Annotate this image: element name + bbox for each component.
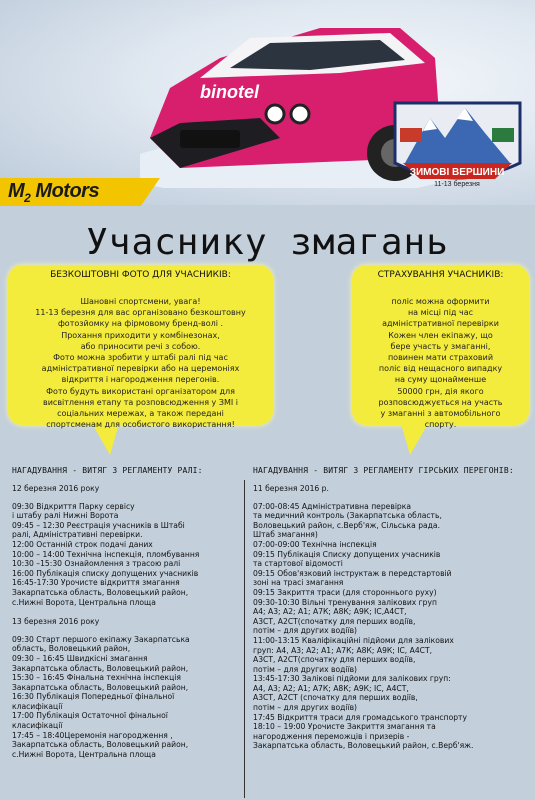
car-sponsor-text: binotel: [200, 82, 259, 102]
hill-climb-schedule-line: потім – для других водіїв): [253, 664, 358, 674]
rally-schedule-line: 10:00 – 14:00 Технічна інспекція, пломбування: [12, 549, 200, 559]
insurance-line: адміністративної перевірки: [382, 319, 499, 329]
free-photo-heading: БЕЗКОШТОВНІ ФОТО ДЛЯ УЧАСНИКІВ:: [50, 270, 231, 280]
insurance-heading: СТРАХУВАННЯ УЧАСНИКІВ:: [377, 270, 504, 280]
rally-schedule-line: Закарпатська область, Воловецький район,: [12, 663, 189, 673]
hill-climb-schedule-column: [253, 466, 533, 751]
badge-title: ЗИМОВІ ВЕРШИНИ: [409, 167, 505, 178]
rally-schedule-line: область, Воловецький район,: [12, 644, 131, 654]
page-title: Учаснику змагань: [86, 222, 449, 263]
rally-schedule-line: с.Нижні Ворота, Центральна площа: [12, 597, 156, 607]
rally-schedule-line: 09:30 Старт першого екіпажу Закарпатська: [12, 634, 190, 644]
hill-climb-schedule-line: 18:10 – 19:00 Урочисте Закриття змагання та: [253, 722, 436, 732]
rally-schedule-line: Закарпатська область, Воловецький район,: [12, 740, 189, 750]
hill-climb-schedule-line: 09:30-10:30 Вільні тренування залікових груп: [253, 597, 437, 607]
rally-schedule-line: 17:00 Публікація Остаточної фінальної: [12, 711, 168, 721]
insurance-line: Кожен член екіпажу, що: [388, 330, 493, 340]
hill-climb-schedule-line: 09:15 Публікація Списку допущених учасників: [253, 549, 441, 559]
rally-schedule-line: 09:30 – 16:45 Швидкісні змагання: [12, 653, 148, 663]
free-photo-line: Фото будуть використані організатором для: [46, 386, 235, 396]
insurance-line: розповсюджується на участь: [378, 397, 503, 407]
free-photo-line: Прохання приходити у комбінезонах,: [61, 330, 220, 340]
hill-climb-schedule-line: 09:15 Закриття траси (для стороннього руху): [253, 587, 437, 597]
hill-climb-date: 11 березня 2016 р.: [253, 484, 329, 493]
event-badge-icon: [385, 93, 530, 193]
hill-climb-schedule-line: потім – для других водіїв): [253, 626, 358, 636]
hill-climb-schedule-line: та стартової відомості: [253, 559, 343, 569]
hill-climb-schedule-line: нагородження переможців і призерів -: [253, 731, 410, 741]
free-photo-line: висвітлення етапу та розповсюдження у ЗМІ і: [43, 397, 238, 407]
hill-climb-schedule-line: груп: А4, А3; А2; А1; А7К; А8К; А9К; ІС, А4СТ,: [253, 645, 433, 655]
free-photo-line: 11-13 березня для вас організовано безкоштовну: [35, 308, 246, 318]
free-photo-line: фотозйомку на фірмовому бренд-волі .: [57, 319, 224, 329]
hill-climb-schedule-line: 07:00-08:45 Адміністративна перевірка: [253, 501, 411, 511]
hill-climb-schedule-line: потім – для других водіїв): [253, 703, 358, 713]
column-divider: [244, 480, 245, 798]
rally-schedule-line: 16:45-17:30 Урочисте відкриття змагання: [12, 578, 180, 588]
insurance-text: [354, 296, 527, 430]
rally-schedule-line: класифікації: [12, 701, 63, 711]
rally-schedule-line: ралі, Адміністративні перевірки.: [12, 530, 143, 540]
free-photo-line: або приносити речі з собою.: [80, 341, 201, 351]
rally-schedule-line: 15:30 – 16:45 Фінальна технічна інспекція: [12, 673, 181, 683]
free-photo-line: адміністративної перевірки або на церемоніях: [41, 364, 240, 374]
free-photo-line: соціальних мережах, а також передані: [57, 409, 224, 419]
hill-climb-schedule-line: А3СТ, А2СТ(спочатку для перших водіїв,: [253, 655, 416, 665]
badge-date: 11-13 березня: [434, 181, 480, 188]
insurance-line: повинен мати страховий: [387, 353, 494, 363]
insurance-line: спорту.: [424, 420, 457, 430]
insurance-line: на місці під час: [407, 308, 474, 318]
insurance-line: на суму щонайменше: [394, 375, 487, 385]
hill-climb-schedule-line: 07:00-09:00 Технічна інспекція: [253, 539, 377, 549]
rally-schedule-line: 09:45 – 12:30 Реєстрація учасників в Штабі: [12, 520, 185, 530]
hero-banner: [0, 0, 535, 205]
rally-schedule-line: і штабу ралі Нижні Ворота: [12, 511, 119, 521]
brand-logo: [8, 180, 99, 205]
hill-climb-schedule-line: А4, А3; А2; А1; А7К; А8К; А9К; ІС, А4СТ,: [253, 683, 409, 693]
rally-schedule-line: 12:00 Останній строк подачі даних: [12, 539, 153, 549]
free-photo-line: спортсменам для особистого використання!: [46, 420, 235, 430]
rally-schedule-line: Закарпатська область, Воловецький район,: [12, 587, 189, 597]
free-photo-line: Шановні спортсмени, увага!: [80, 297, 201, 306]
rally-schedule-column: [12, 466, 242, 759]
hill-climb-schedule-line: 11:00-13:15 Кваліфікаційні підйоми для залікових: [253, 635, 454, 645]
rally-schedule-line: 16:00 Публікація списку допущених учасників: [12, 568, 199, 578]
hill-climb-schedule-line: 09:15 Обов'язковий інструктаж в передстартовій: [253, 568, 452, 578]
insurance-line: поліс можна оформити: [391, 297, 490, 306]
rally-day1-date: 12 березня 2016 року: [12, 484, 100, 493]
free-photo-text: [12, 296, 269, 430]
rally-schedule-line: 16:30 Публікація Попередньої фінальної: [12, 692, 175, 702]
rally-schedule-line: 17:45 – 18:40Церемонія нагородження ,: [12, 730, 173, 740]
rally-day2-date: 13 березня 2016 року: [12, 617, 100, 627]
hill-climb-schedule-line: Закарпатська область, Воловецький район, с.Верб'яж.: [253, 741, 474, 751]
insurance-line: поліс від нещасного випадку: [378, 364, 503, 374]
free-photo-line: відкриття і нагородження перегонів.: [61, 375, 220, 385]
hill-climb-schedule-line: А3СТ, А2СТ(спочатку для перших водіїв,: [253, 616, 416, 626]
insurance-line: бере участь у змаганні,: [390, 341, 491, 351]
insurance-line: 50000 грн, дія якого: [397, 386, 484, 396]
rally-schedule-line: 09:30 Відкриття Парку сервісу: [12, 501, 135, 511]
rally-schedule-line: Закарпатська область, Воловецький район,: [12, 682, 189, 692]
hill-climb-heading: НАГАДУВАННЯ - ВИТЯГ З РЕГЛАМЕНТУ ГІРСЬКИХ ПЕРЕГОНІВ:: [253, 466, 514, 475]
hill-climb-schedule-line: та медичний контроль (Закарпатська область,: [253, 511, 442, 521]
insurance-line: у змаганні з автомобільного: [380, 409, 501, 419]
rally-heading: НАГАДУВАННЯ - ВИТЯГ З РЕГЛАМЕНТУ РАЛІ:: [12, 466, 203, 475]
rally-schedule-line: 10:30 –15:30 Ознайомлення з трасою ралі: [12, 559, 181, 569]
hill-climb-schedule-line: А3СТ, А2СТ (спочатку для перших водіїв,: [253, 693, 418, 703]
free-photo-line: Фото можна зробити у штабі ралі під час: [53, 353, 228, 363]
hill-climb-schedule-line: Штаб змагання): [253, 530, 318, 540]
hill-climb-schedule-line: А4; А3; А2; А1; А7К; А8К; А9К; ІС,А4СТ,: [253, 607, 407, 617]
rally-schedule-line: класифікації: [12, 721, 63, 731]
hill-climb-schedule-line: 13:45-17:30 Залікові підйоми для залікових груп:: [253, 674, 451, 684]
rally-schedule-line: с.Нижні Ворота, Центральна площа: [12, 749, 156, 759]
brand-logo-rest: Motors: [30, 180, 100, 202]
brand-logo-sub: 2: [24, 191, 31, 205]
hill-climb-schedule-line: 17:45 Відкриття траси для громадського транспорту: [253, 712, 467, 722]
hill-climb-schedule-line: зоні на трасі змагання: [253, 578, 344, 588]
hill-climb-schedule-line: Воловецький район, с.Верб'яж, Сільська рада.: [253, 520, 440, 530]
brand-logo-m: M: [8, 180, 25, 202]
